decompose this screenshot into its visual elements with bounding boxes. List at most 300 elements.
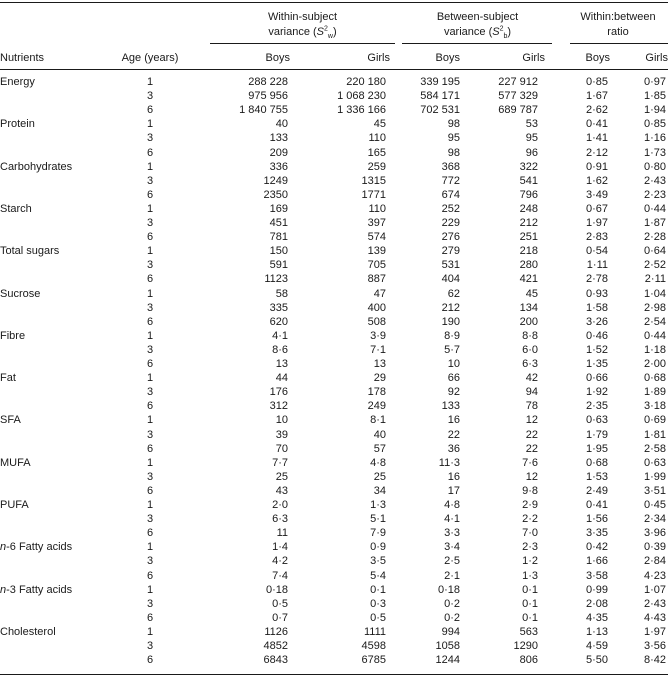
between-girls-cell: 218 (519, 245, 538, 258)
between-girls-cell: 796 (519, 188, 538, 201)
between-boys-cell: 17 (447, 484, 460, 497)
age-cell: 6 (146, 358, 154, 370)
within-boys-cell: 7·4 (272, 569, 288, 582)
ratio-boys-cell: 0·93 (585, 287, 608, 300)
ratio-girls-cell: 1·18 (643, 343, 666, 356)
within-boys-cell: 312 (269, 400, 288, 413)
between-boys-cell: 339 195 (420, 76, 460, 88)
age-cell: 1 (146, 583, 154, 596)
within-boys-cell: 2·0 (272, 499, 288, 511)
ratio-girls-cell: 2·54 (643, 315, 666, 328)
within-girls-cell: 4598 (361, 640, 386, 652)
nutrient-name: Sucrose (0, 287, 41, 300)
within-boys-cell: 781 (269, 231, 288, 244)
within-girls-cell: 5·1 (370, 513, 386, 526)
between-girls-cell: 806 (519, 654, 538, 667)
ratio-girls-cell: 2·84 (643, 555, 666, 568)
between-boys-cell: 3·3 (444, 527, 460, 540)
ratio-girls-cell: 0·39 (643, 541, 666, 554)
within-boys-cell: 150 (269, 245, 288, 258)
ratio-girls-cell: 1·97 (643, 625, 666, 638)
age-cell: 1 (146, 118, 154, 131)
within-girls-cell: 110 (368, 202, 386, 215)
between-boys-cell: 772 (441, 174, 460, 187)
age-cell: 3 (146, 428, 154, 441)
within-girls-cell: 1·3 (370, 499, 386, 511)
ratio-boys-cell: 0·41 (585, 118, 608, 131)
ratio-girls-cell: 2·58 (643, 442, 666, 455)
between-girls-cell: 1290 (513, 640, 538, 652)
between-boys-cell: 16 (447, 470, 460, 483)
ratio-boys-cell: 2·62 (585, 104, 608, 117)
age-cell: 1 (146, 245, 154, 258)
between-boys-cell: 0·2 (444, 597, 460, 610)
ratio-girls-cell: 4·23 (643, 569, 666, 582)
nutrient-name: PUFA (0, 499, 29, 511)
between-boys-cell: 531 (441, 259, 460, 272)
between-boys-cell: 16 (447, 414, 460, 427)
within-boys-cell: 169 (269, 202, 288, 215)
nutrient-name: MUFA (0, 456, 31, 469)
between-girls-cell: 541 (519, 174, 538, 187)
between-girls-cell: 0·1 (522, 597, 538, 610)
within-girls-cell: 705 (367, 259, 386, 272)
within-girls-cell: 47 (373, 287, 386, 300)
within-girls-cell: 259 (367, 160, 386, 173)
age-cell: 3 (146, 640, 154, 652)
ratio-girls-cell: 0·69 (643, 414, 666, 427)
between-girls-cell: 42 (525, 372, 538, 385)
ratio-boys-cell: 1·13 (585, 625, 608, 638)
between-boys-cell: 8·9 (444, 329, 460, 342)
age-cell: 3 (146, 386, 154, 399)
ratio-boys-cell: 2·49 (585, 484, 608, 497)
ratio-girls-cell: 0·68 (643, 372, 666, 385)
between-boys-cell: 4·1 (444, 513, 460, 526)
within-boys-cell: 591 (269, 259, 288, 272)
within-boys-cell: 176 (269, 386, 288, 399)
between-girls-cell: 7·0 (522, 527, 538, 540)
ratio-girls-cell: 0·44 (643, 329, 666, 342)
col-header-ratio-boys: Boys (585, 52, 610, 64)
within-boys-cell: 6·3 (272, 513, 288, 526)
ratio-boys-cell: 2·12 (585, 146, 608, 159)
within-boys-cell: 44 (275, 372, 288, 385)
between-girls-cell: 45 (525, 287, 538, 300)
within-boys-cell: 58 (275, 287, 288, 300)
age-cell: 6 (146, 273, 154, 286)
ratio-boys-cell: 0·63 (585, 414, 608, 427)
within-girls-cell: 29 (373, 372, 386, 385)
ratio-boys-cell: 0·91 (585, 160, 608, 173)
within-underline (210, 43, 395, 44)
within-boys-cell: 10 (275, 414, 288, 427)
ratio-girls-cell: 1·16 (643, 132, 666, 145)
ratio-boys-cell: 1·62 (585, 174, 608, 187)
between-girls-cell: 7·6 (522, 456, 538, 469)
within-girls-cell: 7·1 (370, 343, 386, 356)
ratio-girls-cell: 0·80 (643, 160, 666, 173)
within-girls-cell: 1771 (361, 188, 386, 201)
ratio-girls-cell: 1·07 (643, 583, 666, 596)
between-girls-cell: 227 912 (498, 76, 538, 88)
within-boys-cell: 6843 (263, 654, 288, 667)
between-girls-cell: 421 (519, 273, 538, 286)
nutrient-name: Total sugars (0, 245, 60, 258)
within-boys-cell: 39 (275, 428, 288, 441)
within-boys-cell: 0·18 (265, 583, 288, 596)
between-girls-cell: 12 (525, 470, 538, 483)
age-cell: 6 (146, 146, 154, 159)
between-boys-cell: 276 (441, 231, 460, 244)
between-girls-cell: 12 (525, 414, 538, 427)
within-girls-cell: 1 336 166 (337, 104, 386, 117)
between-boys-cell: 98 (447, 118, 460, 131)
between-boys-cell: 22 (447, 428, 460, 441)
ratio-boys-cell: 2·08 (585, 597, 608, 610)
age-cell: 6 (146, 231, 154, 244)
between-girls-cell: 2·3 (522, 541, 538, 554)
top-rule (0, 2, 668, 3)
age-cell: 3 (146, 343, 154, 356)
within-girls-cell: 8·1 (370, 414, 386, 427)
header-ratio-line2: ratio (607, 26, 629, 38)
within-girls-cell: 220 180 (346, 76, 386, 88)
col-header-within-girls: Girls (367, 52, 390, 64)
between-girls-cell: 200 (519, 315, 538, 328)
ratio-boys-cell: 2·78 (585, 273, 608, 286)
nutrient-name: Starch (0, 202, 32, 215)
within-girls-cell: 4·8 (370, 456, 386, 469)
within-girls-cell: 57 (373, 442, 386, 455)
between-girls-cell: 577 329 (498, 90, 538, 103)
ratio-boys-cell: 4·35 (585, 611, 608, 624)
within-girls-cell: 887 (367, 273, 386, 286)
age-cell: 3 (146, 470, 154, 483)
ratio-boys-cell: 1·52 (585, 343, 608, 356)
age-cell: 6 (146, 611, 154, 624)
within-girls-cell: 1315 (361, 174, 386, 187)
header-ratio-group (568, 10, 668, 40)
ratio-girls-cell: 3·96 (643, 527, 666, 540)
ratio-boys-cell: 0·67 (585, 202, 608, 215)
header-within-line2: variance $(S^2_w)$ (268, 25, 337, 41)
between-boys-cell: 702 531 (420, 104, 460, 117)
between-boys-cell: 1058 (435, 640, 460, 652)
age-cell: 1 (146, 329, 154, 342)
age-cell: 6 (146, 188, 154, 201)
ratio-boys-cell: 1·11 (586, 259, 608, 272)
ratio-girls-cell: 1·99 (643, 470, 666, 483)
between-girls-cell: 251 (519, 231, 538, 244)
header-within-line1: Within-subject (267, 11, 338, 23)
between-girls-cell: 1·3 (522, 569, 538, 582)
age-cell: 6 (146, 315, 154, 328)
age-cell: 3 (146, 597, 154, 610)
between-girls-cell: 0·1 (522, 583, 538, 596)
nutrient-name: Fat (0, 372, 16, 385)
within-girls-cell: 110 (368, 132, 386, 145)
between-girls-cell: 96 (525, 146, 538, 159)
within-boys-cell: 25 (275, 470, 288, 483)
ratio-boys-cell: 1·95 (585, 442, 608, 455)
ratio-girls-cell: 2·98 (643, 301, 666, 314)
ratio-girls-cell: 1·89 (643, 386, 666, 399)
between-boys-cell: 368 (441, 160, 460, 173)
header-between-group (400, 10, 555, 40)
age-cell: 3 (146, 259, 154, 272)
between-girls-cell: 1·2 (522, 555, 538, 568)
age-cell: 6 (146, 104, 154, 117)
within-girls-cell: 178 (367, 386, 386, 399)
ratio-boys-cell: 1·56 (585, 513, 608, 526)
header-within-group (205, 10, 400, 40)
within-boys-cell: 70 (275, 442, 288, 455)
within-boys-cell: 1123 (264, 273, 288, 286)
within-boys-cell: 288 228 (248, 76, 288, 88)
within-boys-cell: 4·2 (272, 555, 288, 568)
ratio-girls-cell: 1·81 (643, 428, 666, 441)
between-girls-cell: 689 787 (498, 104, 538, 117)
between-boys-cell: 98 (447, 146, 460, 159)
age-cell: 3 (146, 555, 154, 568)
between-girls-cell: 8·8 (522, 329, 538, 342)
between-boys-cell: 584 171 (420, 90, 460, 103)
ratio-boys-cell: 1·97 (585, 217, 608, 229)
within-boys-cell: 43 (275, 484, 288, 497)
age-cell: 3 (146, 217, 154, 229)
between-girls-cell: 78 (525, 400, 538, 413)
ratio-boys-cell: 0·85 (585, 76, 608, 88)
between-girls-cell: 94 (525, 386, 538, 399)
ratio-boys-cell: 3·49 (585, 188, 608, 201)
between-girls-cell: 2·9 (522, 499, 538, 511)
between-underline (402, 43, 552, 44)
within-girls-cell: 574 (367, 231, 386, 244)
age-cell: 6 (146, 400, 154, 413)
between-boys-cell: 1244 (435, 654, 460, 667)
within-boys-cell: 13 (275, 358, 288, 370)
between-boys-cell: 229 (441, 217, 460, 229)
age-cell: 3 (146, 301, 154, 314)
ratio-boys-cell: 3·58 (585, 569, 608, 582)
between-girls-cell: 6·3 (522, 358, 538, 370)
col-header-nutrients: Nutrients (0, 52, 45, 64)
ratio-girls-cell: 2·34 (643, 513, 666, 526)
between-boys-cell: 674 (441, 188, 460, 201)
between-boys-cell: 0·18 (437, 583, 460, 596)
ratio-girls-cell: 3·56 (643, 640, 666, 652)
nutrient-name: Fibre (0, 329, 26, 342)
within-boys-cell: 0·7 (272, 611, 288, 624)
nutrient-name: n-3 Fatty acids (0, 583, 73, 596)
between-girls-cell: 2·2 (522, 513, 538, 526)
between-girls-cell: 280 (519, 259, 538, 272)
within-boys-cell: 1·4 (272, 541, 288, 554)
col-header-within-boys: Boys (265, 52, 290, 64)
age-cell: 1 (146, 625, 154, 638)
between-girls-cell: 22 (525, 428, 538, 441)
between-boys-cell: 92 (447, 386, 460, 399)
between-boys-cell: 36 (447, 442, 460, 455)
ratio-girls-cell: 1·85 (643, 90, 666, 103)
ratio-girls-cell: 2·11 (644, 273, 666, 286)
within-boys-cell: 1249 (263, 174, 288, 187)
ratio-girls-cell: 1·87 (643, 217, 666, 229)
between-boys-cell: 5·7 (444, 343, 460, 356)
between-boys-cell: 0·2 (444, 611, 460, 624)
within-girls-cell: 13 (373, 358, 386, 370)
age-cell: 3 (146, 90, 154, 103)
between-boys-cell: 994 (441, 625, 460, 638)
ratio-boys-cell: 1·92 (585, 386, 608, 399)
ratio-boys-cell: 4·59 (585, 640, 608, 652)
between-girls-cell: 563 (519, 625, 538, 638)
col-header-between-girls: Girls (522, 52, 545, 64)
within-boys-cell: 11 (276, 527, 288, 540)
within-girls-cell: 6785 (361, 654, 386, 667)
ratio-girls-cell: 1·94 (643, 104, 666, 117)
between-boys-cell: 279 (441, 245, 460, 258)
col-header-between-boys: Boys (435, 52, 460, 64)
within-boys-cell: 133 (269, 132, 288, 145)
ratio-boys-cell: 1·35 (585, 358, 608, 370)
between-boys-cell: 4·8 (444, 499, 460, 511)
age-cell: 1 (146, 76, 154, 88)
ratio-girls-cell: 0·64 (643, 245, 666, 258)
nutrient-name: SFA (0, 414, 21, 427)
age-cell: 1 (146, 541, 154, 554)
within-girls-cell: 45 (373, 118, 386, 131)
within-girls-cell: 1111 (363, 625, 386, 638)
within-boys-cell: 8·6 (272, 343, 288, 356)
ratio-girls-cell: 2·28 (643, 231, 666, 244)
between-girls-cell: 212 (519, 217, 538, 229)
ratio-boys-cell: 1·67 (585, 90, 608, 103)
between-girls-cell: 95 (525, 132, 538, 145)
ratio-boys-cell: 0·99 (585, 583, 608, 596)
within-girls-cell: 0·1 (370, 583, 386, 596)
ratio-girls-cell: 0·45 (643, 499, 666, 511)
within-boys-cell: 620 (269, 315, 288, 328)
between-girls-cell: 53 (525, 118, 538, 131)
ratio-girls-cell: 2·23 (643, 188, 666, 201)
between-boys-cell: 95 (447, 132, 460, 145)
between-boys-cell: 212 (441, 301, 460, 314)
within-boys-cell: 4·1 (272, 329, 288, 342)
between-girls-cell: 9·8 (522, 484, 538, 497)
within-girls-cell: 3·9 (370, 329, 386, 342)
ratio-girls-cell: 0·85 (643, 118, 666, 131)
ratio-girls-cell: 8·42 (643, 654, 666, 667)
within-girls-cell: 0·3 (370, 597, 386, 610)
within-girls-cell: 249 (367, 400, 386, 413)
ratio-boys-cell: 1·53 (585, 470, 608, 483)
age-cell: 3 (146, 174, 154, 187)
age-cell: 6 (146, 442, 154, 455)
ratio-boys-cell: 2·35 (585, 400, 608, 413)
ratio-girls-cell: 0·97 (643, 76, 666, 88)
ratio-boys-cell: 1·79 (585, 428, 608, 441)
age-cell: 1 (146, 287, 154, 300)
within-girls-cell: 25 (373, 470, 386, 483)
between-girls-cell: 22 (525, 442, 538, 455)
header-between-line2: variance $(S^2_b)$ (443, 25, 512, 41)
ratio-boys-cell: 3·35 (585, 527, 608, 540)
ratio-boys-cell: 2·83 (585, 231, 608, 244)
within-boys-cell: 336 (269, 160, 288, 173)
between-boys-cell: 190 (441, 315, 460, 328)
within-boys-cell: 40 (275, 118, 288, 131)
nutrient-name: n-6 Fatty acids (0, 541, 73, 554)
age-cell: 3 (146, 132, 154, 145)
between-boys-cell: 2·5 (444, 555, 460, 568)
bottom-rule (0, 674, 668, 675)
ratio-girls-cell: 3·51 (643, 484, 666, 497)
age-cell: 6 (146, 484, 154, 497)
between-boys-cell: 3·4 (444, 541, 460, 554)
ratio-girls-cell: 0·44 (643, 202, 666, 215)
ratio-boys-cell: 0·46 (585, 329, 608, 342)
within-girls-cell: 400 (367, 301, 386, 314)
header-between-line1: Between-subject (436, 11, 519, 23)
age-cell: 6 (146, 569, 154, 582)
ratio-girls-cell: 3·18 (643, 400, 666, 413)
within-boys-cell: 4852 (263, 640, 288, 652)
within-boys-cell: 209 (269, 146, 288, 159)
age-cell: 1 (146, 372, 154, 385)
nutrient-name: Carbohydrates (0, 160, 73, 173)
age-cell: 3 (146, 513, 154, 526)
col-header-ratio-girls: Girls (645, 52, 668, 64)
within-boys-cell: 2350 (263, 188, 288, 201)
age-cell: 1 (146, 202, 154, 215)
nutrient-name: Protein (0, 118, 35, 131)
ratio-girls-cell: 1·04 (643, 287, 666, 300)
within-boys-cell: 335 (269, 301, 288, 314)
within-girls-cell: 508 (367, 315, 386, 328)
nutrient-name: Cholesterol (0, 625, 56, 638)
between-boys-cell: 133 (441, 400, 460, 413)
between-boys-cell: 10 (447, 358, 460, 370)
age-cell: 1 (146, 160, 154, 173)
age-cell: 1 (146, 414, 154, 427)
between-boys-cell: 62 (447, 287, 460, 300)
between-girls-cell: 0·1 (522, 611, 538, 624)
ratio-boys-cell: 1·41 (585, 132, 608, 145)
within-girls-cell: 0·5 (370, 611, 386, 624)
between-boys-cell: 66 (447, 372, 460, 385)
between-girls-cell: 248 (519, 202, 538, 215)
ratio-underline (570, 43, 668, 44)
between-girls-cell: 6·0 (522, 343, 538, 356)
within-boys-cell: 7·7 (272, 456, 288, 469)
between-boys-cell: 11·3 (438, 456, 460, 469)
age-cell: 1 (146, 499, 154, 511)
nutrient-name: Energy (0, 76, 35, 88)
ratio-boys-cell: 1·58 (585, 301, 608, 314)
ratio-girls-cell: 0·63 (643, 456, 666, 469)
between-boys-cell: 2·1 (444, 569, 460, 582)
ratio-girls-cell: 4·43 (643, 611, 666, 624)
ratio-girls-cell: 2·43 (643, 174, 666, 187)
header-ratio-line1: Within:between (580, 11, 656, 23)
within-girls-cell: 40 (373, 428, 386, 441)
within-girls-cell: 0·9 (370, 541, 386, 554)
within-boys-cell: 975 956 (248, 90, 288, 103)
between-boys-cell: 252 (441, 202, 460, 215)
between-girls-cell: 322 (519, 160, 538, 173)
